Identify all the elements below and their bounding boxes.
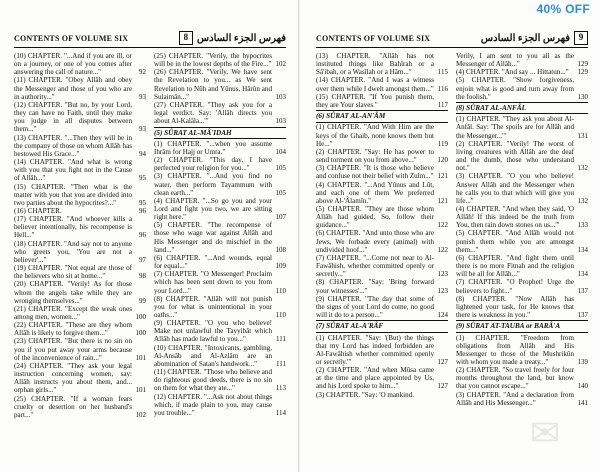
left-page-columns: [14, 52, 286, 468]
toc-entry-page: 97: [139, 255, 146, 264]
toc-entry: [316, 366, 448, 390]
toc-entry-page: 129: [577, 60, 588, 69]
toc-entry-text: (17) CHAPTER. "And whoever kills a believer intentionally, his recompense is Hell...": [14, 215, 132, 240]
toc-entry-page: 124: [437, 311, 448, 320]
toc-entry: [456, 229, 588, 253]
toc-entry: [316, 278, 448, 294]
toc-entry: [14, 337, 146, 361]
toc-entry: [154, 368, 286, 392]
discount-badge: 40% OFF: [536, 2, 590, 16]
toc-entry-page: 121: [437, 196, 448, 205]
toc-entry: [316, 164, 448, 180]
toc-entry-text: (8) CHAPTER. "Allâh will not punish you for what is unintentional in your oaths...": [154, 294, 272, 320]
toc-entry-page: 133: [577, 221, 588, 230]
toc-entry-page: 107: [275, 213, 286, 222]
toc-entry-text: (9) CHAPTER. "O you who believe! Make not unlawful the Tayyibât which Allâh has made lawful to you...": [154, 319, 272, 344]
right-header-page-number: 9: [574, 31, 588, 45]
toc-entry-page: 103: [275, 117, 286, 126]
toc-entry-text: (1) CHAPTER. "And With Him are the keys of the Ghaib, none knows them but He...": [316, 123, 434, 148]
left-page-column-1: [14, 52, 146, 468]
toc-entry-page: 96: [139, 231, 146, 240]
toc-entry-text: (15) CHAPTER. "Then what is the matter with you that you are divided into two parties about the hypocrites?...": [14, 182, 132, 207]
toc-entry: [154, 68, 286, 101]
toc-entry: [14, 52, 146, 76]
toc-entry-page: 137: [577, 311, 588, 320]
left-page-header: [14, 30, 286, 46]
toc-entry-text: (3) CHAPTER. "...And you find no water, then perform Tayammum with clean earth...": [154, 172, 272, 197]
toc-entry: [154, 221, 286, 254]
toc-entry-page: 119: [437, 139, 448, 148]
toc-entry-text: (7) CHAPTER. "O Prophet! Urge the believers to fight...": [456, 278, 574, 295]
toc-entry: [456, 295, 588, 319]
toc-entry-page: 141: [577, 398, 588, 407]
right-header-title: CONTENTS OF VOLUME SIX: [316, 33, 431, 43]
toc-entry-text: (11) CHAPTER. "Obey Allâh and obey the Messenger and those of you who are in authority...": [14, 76, 132, 101]
toc-entry-page: 130: [577, 92, 588, 101]
toc-entry-text: (10) CHAPTER. "Intoxicants, gambling, Al-Ansâb and Al-Azlâm are an abomination of Satan's handwork...": [154, 343, 272, 368]
section-divider: [154, 127, 286, 128]
toc-entry-page: 94: [139, 149, 146, 158]
toc-entry-page: 103: [275, 92, 286, 101]
toc-entry: [456, 76, 588, 100]
toc-entry-page: 140: [577, 382, 588, 391]
toc-entry-page: 93: [139, 125, 146, 134]
toc-entry: [316, 181, 448, 205]
toc-entry-page: 113: [275, 384, 286, 393]
toc-entry-text: (27) CHAPTER. "They ask you for a legal verdict. Say: 'Allâh directs you about Al-Kalâla...'": [154, 100, 272, 126]
toc-entry-text: (5) CHAPTER. "The recompense of those who wage war against Allâh and His Messenger and do mischief in the land...": [154, 221, 272, 254]
toc-entry-text: (8) CHAPTER. "Say: 'Bring forward your witnesses'...": [316, 278, 434, 295]
toc-entry-page: 129: [577, 68, 588, 77]
toc-entry-page: 134: [577, 270, 588, 279]
toc-entry-text: (19) CHAPTER. "Not equal are those of the believers who sit at home...": [14, 264, 132, 281]
sura-heading: (8) SÛRAT AL-ANFÂL: [456, 104, 527, 113]
sura-heading: (7) SÛRAT AL-A'RÂF: [316, 322, 384, 331]
toc-entry: [14, 264, 146, 280]
toc-entry-page: 93: [139, 92, 146, 101]
toc-entry-text: (1) CHAPTER. "Freedom from obligations from Allâh and His Messenger to those of the Mushrikûn with whom you made a treaty...": [456, 333, 574, 366]
toc-entry: [456, 205, 588, 229]
right-header-arabic-title: فهرس الجزء السادس: [480, 32, 570, 44]
toc-entry: [316, 205, 448, 229]
toc-entry-text: (2) CHAPTER. "Verily! The worst of living creatures with Allâh are the deaf and the dumb, those who understand not.": [456, 139, 574, 173]
toc-entry-page: 139: [577, 357, 588, 366]
toc-entry-page: 132: [577, 196, 588, 205]
toc-entry-text: (4) CHAPTER. "...So go you and your Lord and fight you two, we are sitting right here.": [154, 196, 272, 222]
toc-entry-text: (6) CHAPTER. "...And wounds, equal for equal...": [154, 253, 272, 271]
toc-entry-text: (13) CHAPTER. "Allâh has not instituted things like Bahîrah or a Sâ'ibah, or a Wasîlah or a Hâm...": [316, 52, 434, 77]
toc-entry-page: 102: [135, 410, 146, 419]
toc-entry-page: 123: [437, 270, 448, 279]
toc-entry-text: (18) CHAPTER. "And say not to anyone who greets you, 'You are not a believer'...": [14, 239, 132, 264]
toc-entry-text: (5) CHAPTER. "Show forgiveness, enjoin what is good and turn away from the foolish.": [456, 76, 574, 101]
toc-entry-text: (4) CHAPTER. "And say ... Hittatun...": [456, 68, 569, 77]
right-page-columns: [316, 52, 588, 468]
toc-entry: [316, 123, 448, 147]
toc-entry-text: (9) CHAPTER. "The day that some of the signs of your Lord do come, no good will it do to a person...": [316, 294, 434, 320]
toc-entry-text: (22) CHAPTER. "These are they whom Allâh is likely to forgive them...": [14, 321, 132, 338]
toc-entry-text: (13) CHAPTER. "...Then they will be in the company of those on whom Allâh has bestowed His Grace...": [14, 133, 132, 158]
toc-entry: [154, 101, 286, 125]
toc-entry: [14, 280, 146, 304]
toc-entry: [14, 240, 146, 264]
toc-entry-page: 116: [437, 84, 448, 93]
toc-entry-page: 127: [437, 382, 448, 391]
toc-entry: [456, 140, 588, 173]
toc-entry-text: (4) CHAPTER. "...And Yûnus and Lût, and each one of them We preferred above Al-'Âlamîn.": [316, 180, 434, 205]
toc-entry-page: 92: [139, 68, 146, 77]
toc-entry-text: (24) CHAPTER. "They ask your legal instruction concerning women, say: Allâh instructs you about them, and... orphan girls...": [14, 361, 132, 395]
toc-entry-page: 101: [135, 353, 146, 362]
left-header-title: CONTENTS OF VOLUME SIX: [14, 33, 129, 43]
toc-entry-text: (5) CHAPTER. "They are those whom Allâh had guided. So, follow their guidance...": [316, 204, 434, 230]
toc-entry-text: (2) CHAPTER. "This day, I have perfected your religion for you...": [154, 156, 272, 173]
toc-entry: [456, 172, 588, 205]
right-page-header: [316, 30, 588, 46]
toc-entry: [316, 391, 448, 399]
toc-entry-page: 104: [275, 147, 286, 156]
toc-entry: [316, 148, 448, 164]
toc-entry: [154, 344, 286, 368]
toc-entry: [14, 158, 146, 182]
toc-entry: [14, 305, 146, 321]
toc-entry-page: 111: [276, 335, 286, 344]
toc-entry-page: 108: [275, 245, 286, 254]
toc-entry: [154, 295, 286, 319]
toc-entry-text: (14) CHAPTER. "And I was a witness over them while I dwelt amongst them...": [316, 76, 434, 93]
toc-entry: [456, 366, 588, 390]
toc-entry-page: 132: [577, 164, 588, 173]
toc-entry-text: (7) CHAPTER. "...Come not near to Al-Fawâhish, whether committed openly or secretly...": [316, 253, 434, 279]
toc-entry: [316, 334, 448, 367]
toc-entry-page: 101: [135, 386, 146, 395]
toc-entry-page: 110: [275, 286, 286, 295]
toc-entry: [14, 362, 146, 395]
watermark-logo-icon: ✉: [530, 412, 561, 453]
toc-entry-text: (10) CHAPTER. "...And if you are ill, or on a journey, or one of you comes after answering the call of nature...": [14, 52, 132, 77]
toc-entry-page: 105: [275, 164, 286, 173]
toc-entry-page: 109: [275, 262, 286, 271]
toc-entry: [316, 229, 448, 253]
toc-entry-text: (3) CHAPTER. "It is those who believe and confuse not their belief with Zulm...": [316, 164, 434, 181]
toc-entry-page: 102: [275, 60, 286, 69]
toc-entry: [154, 140, 286, 156]
toc-entry: [456, 334, 588, 367]
toc-entry-page: 131: [577, 131, 588, 140]
toc-entry-page: 99: [139, 296, 146, 305]
sura-heading: (6) SÛRAT AL-AN'ÂM: [316, 112, 386, 121]
left-header-page-number: 8: [179, 31, 193, 45]
toc-entry-text: (25) CHAPTER. "Verily, the hypocrites will be in the lowest depths of the Fire...": [154, 52, 272, 69]
toc-entry-page: 100: [135, 313, 146, 321]
toc-entry: [14, 101, 146, 134]
toc-entry-text: (12) CHAPTER. "...Ask not about things which, if made plain to you, may cause you trouble...": [154, 392, 272, 417]
toc-entry-page: 137: [577, 286, 588, 295]
toc-entry: [14, 215, 146, 239]
toc-entry-text: (11) CHAPTER. "Those who believe and do righteous good deeds, there is no sin on them for what they ate...": [154, 368, 272, 393]
toc-entry-page: 122: [437, 245, 448, 254]
left-header-arabic-title: فهرس الجزء السادس: [196, 32, 286, 44]
toc-entry: [14, 321, 146, 337]
toc-entry: [456, 254, 588, 278]
toc-entry: [14, 183, 146, 207]
toc-entry-text: (3) CHAPTER. "Say: 'O mankind.: [316, 390, 414, 399]
left-header-rule: [14, 47, 286, 48]
toc-entry: [154, 197, 286, 221]
toc-entry: [154, 270, 286, 294]
left-page-column-2: [154, 52, 286, 468]
toc-entry-text: (6) CHAPTER. "And unto those who are Jews, We forbade every (animal) with undivided hoof...": [316, 229, 434, 254]
toc-entry: [14, 76, 146, 100]
toc-entry-page: 120: [437, 156, 448, 165]
toc-entry-text: (26) CHAPTER. "Verily, We have sent the Revelation to you... as We sent Revelation to Nûh and Yûnus, Hârûn and Sulaimân...": [154, 68, 272, 101]
toc-entry: [14, 395, 146, 419]
toc-entry: [456, 52, 588, 68]
toc-entry-page: 122: [437, 221, 448, 230]
toc-entry-text: (8) CHAPTER. "Now Allâh has lightened your task, for He knows that there is weakness in you.": [456, 294, 574, 320]
toc-entry-text: (3) CHAPTER. "And a declaration from Allâh and His Messenger...": [456, 390, 574, 407]
toc-entry-text: (1) CHAPTER. "They ask you about Al-Anfâl. Say: 'The spoils are for Allâh and the Messenger...'": [456, 115, 574, 140]
toc-entry-text: (1) CHAPTER. "Say: '(But) the things that my Lord has indeed forbidden are Al-Fawâhish whether committed openly or secretly.'": [316, 333, 434, 366]
toc-entry: [456, 278, 588, 294]
section-divider: [456, 102, 588, 103]
toc-entry-text: (4) CHAPTER. "And when they said, 'O Allâh! If this indeed be the truth from You, then rain down stones on us...'": [456, 204, 574, 230]
toc-entry-page: 95: [139, 174, 146, 183]
toc-entry-page: 96: [139, 206, 146, 215]
toc-entry: [154, 52, 286, 68]
toc-entry-page: 134: [577, 245, 588, 254]
toc-entry-page: 117: [437, 100, 448, 109]
toc-entry-page: 115: [437, 68, 448, 77]
toc-entry-page: 123: [437, 286, 448, 295]
toc-entry-text: (2) CHAPTER. "And when Mûsa came at the time and place appointed by Us, and his Lord spoke to him...": [316, 366, 434, 391]
toc-entry-text: (1) CHAPTER. "...when you assume Ihrâm for Hajj or Umra.": [154, 139, 272, 156]
right-page-column-1: [316, 52, 448, 468]
toc-entry-text: (14) CHAPTER. "And what is wrong with you that you fight not in the Cause of Allâh...": [14, 158, 132, 183]
toc-entry: [154, 393, 286, 417]
toc-entry-page: 105: [275, 188, 286, 197]
toc-entry: [316, 93, 448, 109]
toc-entry-page: 98: [139, 272, 146, 281]
toc-entry-page: 111: [276, 359, 286, 368]
toc-entry-text: (3) CHAPTER. "O you who believe! Answer Allâh and the Messenger when he calls you to that which will give you life...": [456, 172, 574, 205]
toc-entry-text: (15) CHAPTER. "If You punish them, they are Your slaves.": [316, 92, 434, 109]
toc-entry-text: (12) CHAPTER. "But no, by your Lord, they can have no Faith, until they make you judge in all disputes between them...": [14, 100, 132, 134]
sura-heading: (9) SÛRAT AT-TAUBA or BARÂ'A: [456, 322, 561, 331]
toc-entry: [14, 207, 146, 215]
toc-entry-page: 110: [275, 311, 286, 320]
toc-entry-page: 95: [139, 198, 146, 207]
toc-entry: [154, 319, 286, 343]
toc-entry: [14, 134, 146, 158]
toc-entry: [316, 295, 448, 319]
toc-entry-text: (2) CHAPTER. "So travel freely for four months throughout the land, but know that you cannot escape...": [456, 366, 574, 391]
toc-entry-text: (16) CHAPTER.: [14, 206, 62, 215]
toc-entry: [316, 52, 448, 76]
right-page-column-2: [456, 52, 588, 468]
toc-entry: [456, 391, 588, 407]
toc-entry-text: (6) CHAPTER. "And fight them until there is no more Fitnah and the religion will be all for Allâh...": [456, 253, 574, 279]
right-header-rule: [316, 47, 588, 48]
toc-entry: [154, 172, 286, 196]
sura-heading: (5) SÛRAT AL-MÂ'IDAH: [154, 128, 232, 137]
toc-entry-text: (2) CHAPTER. "Say: He has power to send torment on you from above...": [316, 147, 434, 165]
toc-entry-text: (23) CHAPTER. "But there is no sin on you if you put away your arms because of the inconvenience of rain...": [14, 337, 132, 362]
toc-entry-page: 127: [437, 357, 448, 366]
toc-entry-text: (7) CHAPTER. "O Messenger! Proclaim which has been sent down to you from your Lord...": [154, 270, 272, 295]
toc-entry: [154, 156, 286, 172]
toc-entry: [154, 254, 286, 270]
toc-entry-text: (5) CHAPTER. "And Allâh would not punish them while you are amongst them...": [456, 229, 574, 254]
toc-entry: [456, 115, 588, 139]
toc-entry-text: (20) CHAPTER. "Verily! As for those whom the angels take while they are wronging themselves...": [14, 280, 132, 305]
toc-entry: [456, 68, 588, 76]
toc-entry-text: Verily, I am sent to you all as the Messenger of Allâh...": [456, 52, 574, 69]
toc-entry: [316, 76, 448, 92]
toc-entry-page: 121: [437, 172, 448, 181]
toc-entry-page: 100: [135, 329, 146, 338]
toc-entry: [316, 254, 448, 278]
toc-entry-text: (25) CHAPTER. "If a woman fears cruelty or desertion on her husband's part...": [14, 394, 132, 419]
toc-entry-text: (21) CHAPTER. "Except the weak ones among men, women...": [14, 304, 132, 321]
toc-entry-page: 114: [275, 408, 286, 417]
right-page: [300, 0, 600, 472]
